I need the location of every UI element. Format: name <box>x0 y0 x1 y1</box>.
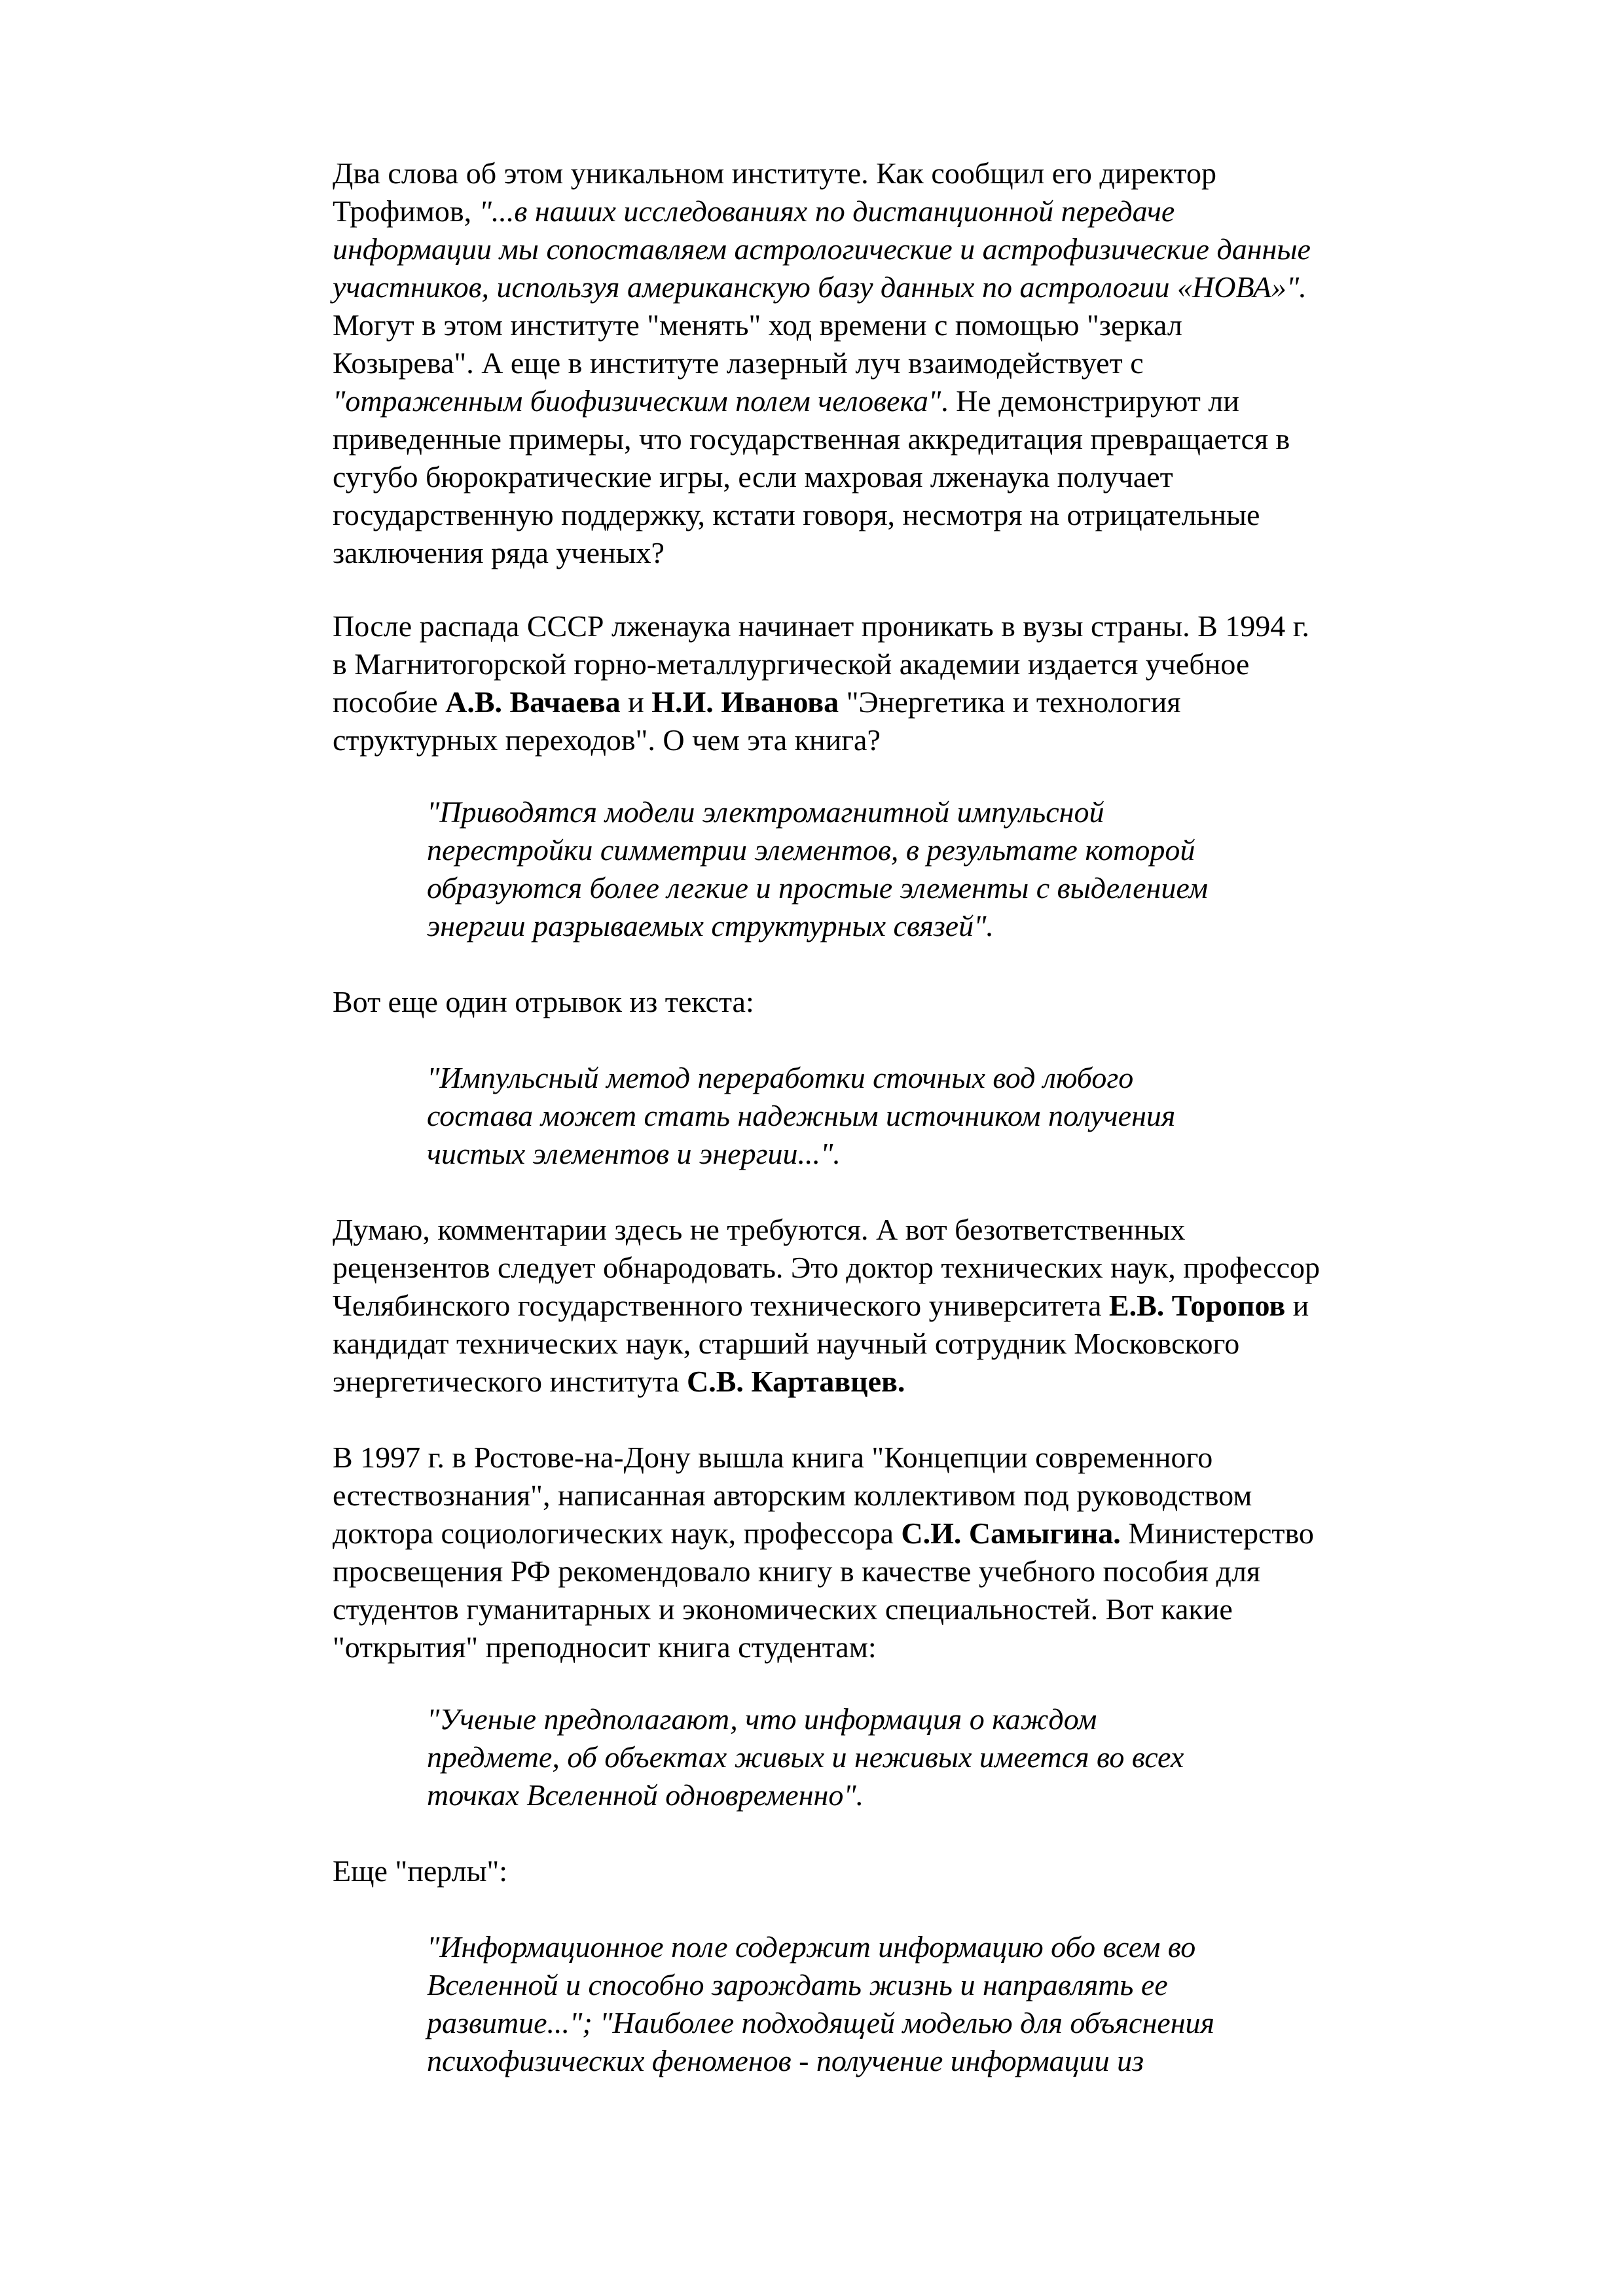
text-fragment: и <box>620 685 652 719</box>
text-fragment: доктора социологических наук, профессора <box>333 1516 902 1550</box>
text-line: Козырева". А еще в институте лазерный луч взаимодействует с <box>333 346 1144 380</box>
quote-line: психофизических феноменов - получение информации из <box>427 2044 1144 2077</box>
text-line: Думаю, комментарии здесь не требуются. А вот безответственных <box>333 1213 1186 1246</box>
text-fragment: Трофимов, <box>333 194 479 228</box>
text-line: сугубо бюрократические игры, если махровая лженаука получает <box>333 460 1173 493</box>
text-line: студентов гуманитарных и экономических специальностей. Вот какие <box>333 1592 1233 1626</box>
quote-line: состава может стать надежным источником получения <box>427 1099 1176 1132</box>
text-line <box>333 1515 1485 1552</box>
text-line: После распада СССР лженаука начинает проникать в вузы страны. В 1994 г. <box>333 609 1309 643</box>
block-quote <box>427 1700 1448 1814</box>
text-line: Вот еще один отрывок из текста: <box>333 985 754 1018</box>
text-line: рецензентов следует обнародовать. Это доктор технических наук, профессор <box>333 1251 1321 1284</box>
author-name: С.И. Самыгина. <box>901 1516 1121 1550</box>
text-fragment: и <box>1285 1289 1309 1322</box>
italic-quote-line: информации мы сопоставляем астрологические и астрофизические данные <box>333 232 1311 266</box>
text-line: заключения ряда ученых? <box>333 536 665 569</box>
text-fragment: . Не демонстрируют ли <box>941 384 1239 418</box>
text-fragment: энергетического института <box>333 1365 687 1398</box>
quote-line: чистых элементов и энергии...". <box>427 1137 841 1170</box>
quote-line: "Информационное поле содержит информацию обо всем во <box>427 1930 1196 1964</box>
quote-line: "Импульсный метод переработки сточных вод любого <box>427 1061 1134 1094</box>
reviewer-name: С.В. Картавцев. <box>686 1365 905 1398</box>
text-line: В 1997 г. в Ростове-на-Дону вышла книга "Концепции современного <box>333 1441 1213 1474</box>
quote-line: точках Вселенной одновременно". <box>427 1778 864 1812</box>
text-fragment: пособие <box>333 685 446 719</box>
text-line <box>333 1287 1485 1325</box>
paragraph-pearls-intro <box>333 1852 1485 1890</box>
text-line: государственную поддержку, кстати говоря, несмотря на отрицательные <box>333 498 1260 531</box>
author-name: А.В. Вачаева <box>445 685 621 719</box>
paragraph-reviewers <box>333 1211 1485 1401</box>
paragraph-concepts-book <box>333 1439 1485 1666</box>
block-quote <box>427 793 1448 945</box>
quote-line: Вселенной и способно зарождать жизнь и направлять ее <box>427 1968 1168 2001</box>
text-line: приведенные примеры, что государственная аккредитация превращается в <box>333 422 1290 456</box>
text-fragment: "Энергетика и технология <box>839 685 1181 719</box>
text-line: структурных переходов". О чем эта книга? <box>333 723 881 757</box>
text-line <box>333 382 1485 420</box>
italic-quote-fragment: "отраженным биофизическим полем человека" <box>333 384 941 418</box>
quote-line: перестройки симметрии элементов, в результате которой <box>427 833 1195 867</box>
italic-quote-fragment: "...в наших исследованиях по дистанционной передаче <box>479 194 1175 228</box>
text-fragment: Министерство <box>1120 1516 1314 1550</box>
text-line: Еще "перлы": <box>333 1854 508 1888</box>
text-line: естествознания", написанная авторским коллективом под руководством <box>333 1479 1252 1512</box>
quote-line: "Ученые предполагают, что информация о каждом <box>427 1702 1097 1736</box>
block-quote <box>427 1928 1448 2080</box>
quote-line: "Приводятся модели электромагнитной импульсной <box>427 795 1104 829</box>
paragraph-textbook <box>333 607 1485 759</box>
text-line: кандидат технических наук, старший научный сотрудник Московского <box>333 1327 1240 1360</box>
paragraph-excerpt-intro <box>333 983 1485 1021</box>
quote-line: предмете, об объектах живых и неживых имеется во всех <box>427 1740 1184 1774</box>
quote-line: образуются более легкие и простые элементы с выделением <box>427 871 1208 905</box>
text-line: просвещения РФ рекомендовало книгу в качестве учебного пособия для <box>333 1554 1261 1588</box>
reviewer-name: Е.В. Торопов <box>1108 1289 1286 1322</box>
quote-line: развитие..."; "Наиболее подходящей моделью для объяснения <box>427 2006 1214 2039</box>
quote-line: энергии разрываемых структурных связей". <box>427 909 994 942</box>
text-line <box>333 1363 1485 1401</box>
author-name: Н.И. Иванова <box>651 685 839 719</box>
text-fragment: Челябинского государственного технического университета <box>333 1289 1109 1322</box>
block-quote <box>427 1059 1448 1173</box>
text-line <box>333 192 1485 230</box>
text-line <box>333 683 1485 721</box>
text-line: в Магнитогорской горно-металлургической академии издается учебное <box>333 647 1250 681</box>
text-line: Могут в этом институте "менять" ход времени с помощью "зеркал <box>333 308 1182 342</box>
italic-quote-line: участников, используя американскую базу данных по астрологии «НОВА»". <box>333 270 1307 304</box>
text-line: Два слова об этом уникальном институте. Как сообщил его директор <box>333 156 1217 190</box>
text-line: "открытия" преподносит книга студентам: <box>333 1630 877 1664</box>
paragraph-institute <box>333 154 1485 572</box>
